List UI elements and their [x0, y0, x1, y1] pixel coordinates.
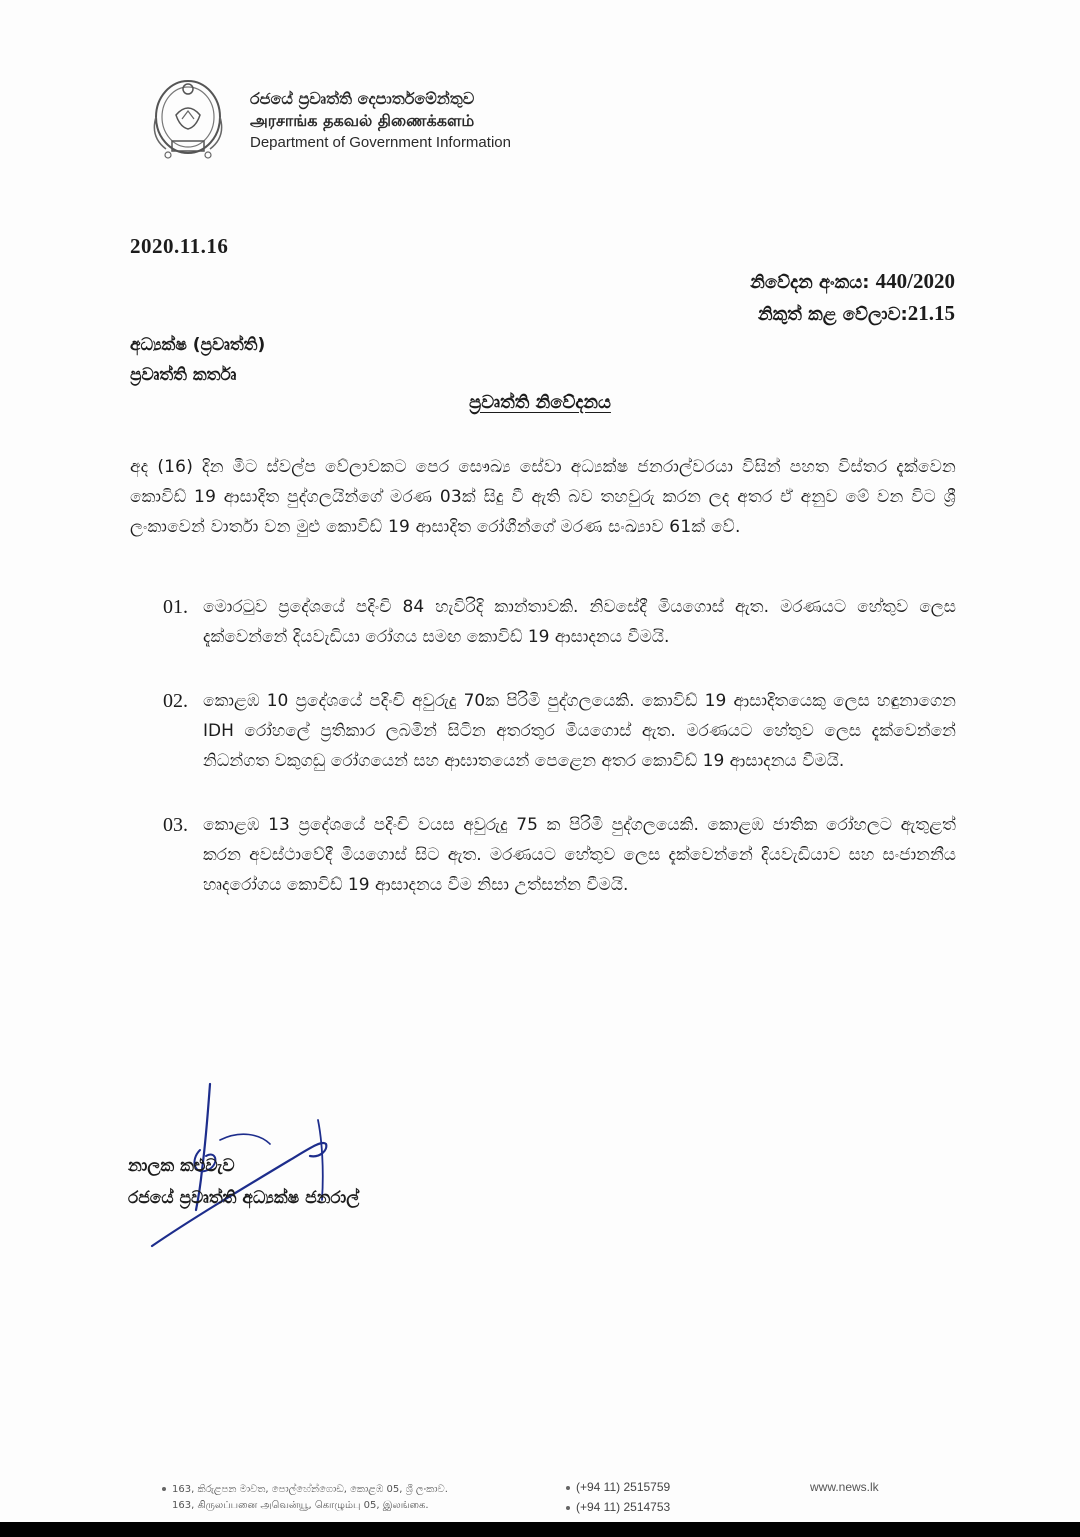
release-number-value: 440/2020	[875, 269, 955, 293]
footer-address-tamil: 163, கிருலப்பனை அவென்யூ, கொழும்பு 05, இலங்கை.	[172, 1500, 429, 1511]
signer-name: නාලක කළුවැව	[128, 1156, 235, 1176]
list-item	[163, 592, 956, 652]
bullet-icon	[162, 1487, 166, 1491]
list-item-number: 01.	[163, 596, 188, 618]
department-name-tamil: அரசாங்க தகவல் திணைக்களம்	[250, 111, 475, 130]
intro-paragraph: අද (16) දින මීට ස්වල්ප වේලාවකට පෙර සෞඛ්‍ය සේවා අධ්‍යක්ෂ ජනරාල්වරයා විසින් පහත විස්තර දැක්වෙන කොවිඩ් 19 ආසාදිත පුද්ගලයින්ගේ මරණ 03ක් සිදු වී ඇති බව තහවුරු කරන ලද අතර ඒ අනුව මේ වන විට ශ්‍රී ලංකාවෙන් වාර්තා වන මුළු කොවිඩ් 19 ආසාදිත රෝගීන්ගේ මරණ සංඛ්‍යාව 61ක් වේ.	[130, 457, 956, 537]
footer-phone-1: (+94 11) 2515759	[576, 1480, 671, 1494]
list-item	[163, 686, 956, 776]
addressee-block	[130, 330, 265, 390]
release-number-row	[750, 266, 955, 298]
list-item	[163, 810, 956, 900]
fax-icon	[566, 1506, 570, 1510]
addressee-line-2: ප්‍රවෘත්ති කර්තෘ	[130, 365, 237, 385]
phone-icon	[566, 1486, 570, 1490]
release-meta	[750, 266, 955, 330]
headline-text: ප්‍රවෘත්ති නිවේදනය	[469, 392, 611, 413]
letterhead-footer	[0, 1470, 1080, 1520]
list-item-text: කොළඹ 13 ප්‍රදේශයේ පදිංචි වයස අවුරුදු 75 ක පිරිමි පුද්ගලයෙකි. කොළඹ ජාතික රෝහලට ඇතුළත් කරන අවස්ථාවේදී මියගොස් සිට ඇත. මරණයට හේතුව ලෙස දැක්වෙන්නේ දියවැඩියාව සහ සංජානනීය හෘදරෝගය කොවිඩ් 19 ආසාදනය වීම නිසා උත්සන්න වීමයි.	[203, 815, 956, 895]
release-time-label: නිකුත් කළ වේලාව:	[758, 304, 908, 325]
department-name-english: Department of Government Information	[250, 134, 511, 151]
department-name-sinhala: රජයේ ප්‍රවෘත්ති දෙපාර්තමේන්තුව	[250, 89, 475, 108]
release-number-label: නිවේදන අංකය:	[750, 272, 876, 293]
release-time-row	[750, 298, 955, 330]
list-item-text: මොරටුව ප්‍රදේශයේ පදිංචි 84 හැවිරිදි කාන්තාවකි. නිවසේදී මියගොස් ඇත. මරණයට හේතුව ලෙස දැක්වෙන්නේ දියවැඩියා රෝගය සමඟ කොවිඩ් 19 ආසාදනය වීමයි.	[203, 597, 956, 647]
document-headline	[0, 392, 1080, 413]
footer-address-sinhala: 163, කිරුළපන මාවත, පොල්හේන්ගොඩ, කොළඹ 05, ශ්‍රී ලංකාව.	[172, 1484, 448, 1495]
letterhead	[250, 88, 670, 154]
list-item-text: කොළඹ 10 ප්‍රදේශයේ පදිංචි අවුරුදු 70ක පිරිමි පුද්ගලයෙකි. කොවිඩ් 19 ආසාදිතයෙකු ලෙස හඳුනාගෙන IDH රෝහලේ ප්‍රතිකාර ලබමින් සිටින අතරතුර මියගොස් ඇත. මරණයට හේතුව ලෙස දැක්වෙන්නේ නිධන්ගත වකුගඩු රෝගයෙන් සහ ආඝාතයෙන් පෙළෙන අතර කොවිඩ් 19 ආසාදනය වීමයි.	[203, 691, 956, 771]
signer-title: රජයේ ප්‍රවෘත්ති අධ්‍යක්ෂ ජනරාල්	[128, 1188, 360, 1208]
bottom-black-bar	[0, 1522, 1080, 1537]
list-item-number: 03.	[163, 814, 188, 836]
sri-lanka-emblem-seal	[142, 75, 234, 167]
footer-phone-2: (+94 11) 2514753	[576, 1500, 671, 1514]
footer-address	[162, 1482, 448, 1514]
list-item-number: 02.	[163, 690, 188, 712]
addressee-line-1: අධ්‍යක්ෂ (ප්‍රවෘත්ති)	[130, 335, 266, 355]
footer-phones	[566, 1478, 670, 1518]
death-report-list	[163, 592, 956, 934]
document-date: 2020.11.16	[130, 234, 229, 258]
signer-block	[128, 1150, 359, 1214]
release-time-value: 21.15	[907, 301, 955, 325]
footer-website: www.news.lk	[810, 1480, 879, 1494]
